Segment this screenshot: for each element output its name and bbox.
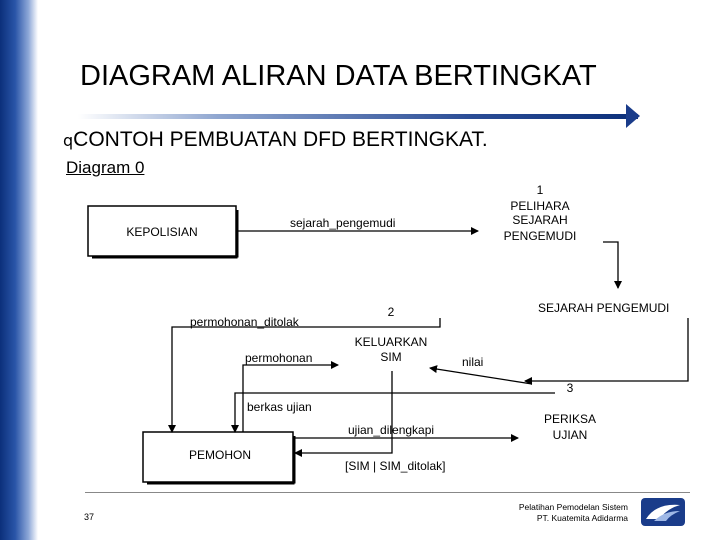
flow-permohonan-ditolak-label: permohonan_ditolak xyxy=(190,315,299,329)
flow-nilai-label: nilai xyxy=(462,355,484,369)
flow-sim-result xyxy=(295,371,445,473)
datastore-sejarah-pengemudi: SEJARAH PENGEMUDI xyxy=(538,301,670,315)
process-3-name-line-1: PERIKSA xyxy=(543,412,597,426)
flow-sejarah-pengemudi xyxy=(237,216,478,231)
process-3 xyxy=(544,381,596,442)
process-2-name-line-2: SIM xyxy=(380,350,402,364)
process-1-name-line-1: PELIHARA xyxy=(510,199,570,213)
slide-title: DIAGRAM ALIRAN DATA BERTINGKAT xyxy=(80,60,597,92)
process-2-name-line-1: KELUARKAN xyxy=(354,335,428,349)
entity-pemohon-label: PEMOHON xyxy=(188,448,252,462)
flow-ujian-dilengkapi-label: ujian_dilengkapi xyxy=(348,423,435,437)
page-number: 37 xyxy=(84,512,95,522)
flow-sim-result-label: [SIM | SIM_ditolak] xyxy=(345,459,446,473)
footer-line-2: PT. Kuatemita Adidarma xyxy=(536,513,628,523)
entity-kepolisian xyxy=(88,206,238,258)
diagram-subtitle: Diagram 0 xyxy=(66,158,145,177)
process-3-name-line-2: UJIAN xyxy=(552,428,588,442)
process-3-number: 3 xyxy=(566,381,574,395)
flow-nilai xyxy=(430,355,532,384)
footer-credit xyxy=(440,502,628,524)
flow-to-datastore xyxy=(603,242,618,288)
process-2-number: 2 xyxy=(387,305,395,319)
footer-line-1: Pelatihan Pemodelan Sistem xyxy=(518,502,628,512)
bullet-text: CONTOH PEMBUATAN DFD BERTINGKAT. xyxy=(73,128,488,151)
entity-kepolisian-label: KEPOLISIAN xyxy=(126,225,198,239)
process-1-name-line-2: SEJARAH xyxy=(512,213,568,227)
process-2 xyxy=(355,305,428,364)
flow-permohonan-ditolak xyxy=(172,315,440,432)
flow-datastore-to-process-3 xyxy=(525,318,688,381)
flow-permohonan-label: permohonan xyxy=(245,351,313,365)
company-logo-icon xyxy=(640,497,686,527)
flow-sejarah-pengemudi-label: sejarah_pengemudi xyxy=(290,216,396,230)
q-bullet-icon: q xyxy=(63,131,74,150)
footer-divider xyxy=(85,492,690,493)
process-1 xyxy=(477,149,603,275)
process-1-name-line-3: PENGEMUDI xyxy=(503,229,577,243)
flow-permohonan xyxy=(243,351,338,432)
process-1-number: 1 xyxy=(536,183,544,197)
flow-berkas-ujian-label: berkas ujian xyxy=(247,400,312,414)
flow-ujian-dilengkapi xyxy=(293,423,518,438)
entity-pemohon xyxy=(143,432,295,484)
